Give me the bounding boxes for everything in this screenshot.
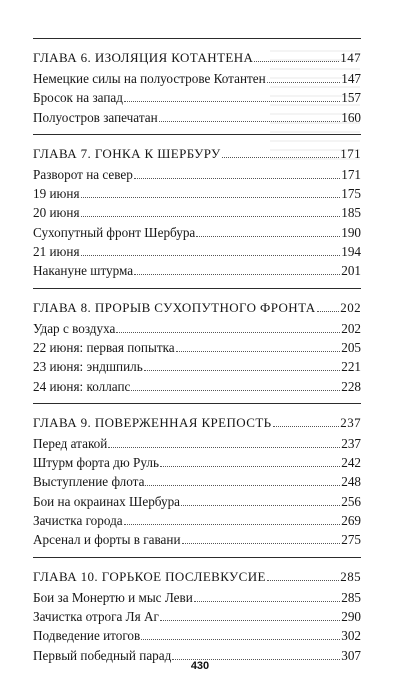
entry-page-number: 160 <box>341 109 361 125</box>
dot-leader <box>267 580 339 581</box>
entry-page-number: 242 <box>341 455 361 471</box>
dot-leader <box>317 311 340 312</box>
entry-title: Полуостров запечатан <box>33 109 158 125</box>
dot-leader <box>254 61 339 62</box>
entry-page-number: 285 <box>341 589 361 605</box>
chapter-page-number: 237 <box>340 414 361 430</box>
entry-title: Удар с воздуха <box>33 320 116 336</box>
entry-page-number: 302 <box>341 628 361 644</box>
toc-entry <box>33 453 361 472</box>
entry-title: Подведение итогов <box>33 628 141 644</box>
entry-title: Бои за Монертю и мыс Леви <box>33 589 193 605</box>
dot-leader <box>159 121 341 122</box>
dot-leader <box>116 332 340 333</box>
toc-entry <box>33 69 361 88</box>
toc-entry <box>33 338 361 357</box>
toc-entry <box>33 203 361 222</box>
entry-title: Первый победный парад <box>33 647 172 663</box>
table-of-contents <box>33 38 361 665</box>
entry-page-number: 175 <box>341 186 361 202</box>
dot-leader <box>176 351 341 352</box>
entry-page-number: 201 <box>341 263 361 279</box>
chapter-page-number: 285 <box>340 568 361 584</box>
toc-section-chapter-8 <box>33 288 361 396</box>
section-divider <box>33 557 361 558</box>
toc-entry <box>33 108 361 127</box>
dot-leader <box>222 157 340 158</box>
chapter-page-number: 147 <box>340 50 361 65</box>
chapter-heading <box>33 297 361 319</box>
dot-leader <box>194 601 340 602</box>
section-divider <box>33 134 361 135</box>
toc-entry <box>33 511 361 530</box>
toc-entry <box>33 165 361 184</box>
entry-title: 21 июня <box>33 244 80 260</box>
dot-leader <box>134 274 340 275</box>
toc-entry <box>33 88 361 107</box>
chapter-page-number: 171 <box>340 145 361 161</box>
entry-page-number: 221 <box>341 359 361 375</box>
entry-page-number: 275 <box>341 532 361 548</box>
entry-title: Арсенал и форты в гавани <box>33 532 181 548</box>
entry-title: Накануне штурма <box>33 263 134 279</box>
toc-entry <box>33 434 361 453</box>
entry-title: 24 июня: коллапс <box>33 378 131 394</box>
entry-page-number: 237 <box>341 435 361 451</box>
toc-entry <box>33 357 361 376</box>
dot-leader <box>196 236 340 237</box>
toc-entry <box>33 626 361 645</box>
entry-title: Штурм форта дю Руль <box>33 455 159 471</box>
entry-page-number: 307 <box>341 647 361 663</box>
entry-page-number: 171 <box>341 166 361 182</box>
entry-page-number: 157 <box>341 90 361 106</box>
toc-section-chapter-10 <box>33 557 361 665</box>
entry-title: 19 июня <box>33 186 80 202</box>
toc-entry <box>33 472 361 491</box>
entry-page-number: 202 <box>341 320 361 336</box>
chapter-title: ГЛАВА 6. ИЗОЛЯЦИЯ КОТАНТЕНА <box>33 50 254 65</box>
entry-title: 22 июня: первая попытка <box>33 339 175 355</box>
dot-leader <box>81 255 341 256</box>
dot-leader <box>144 370 340 371</box>
toc-entry <box>33 492 361 511</box>
section-divider <box>33 38 361 39</box>
entry-title: Разворот на север <box>33 166 133 182</box>
page-number: 430 <box>190 660 210 672</box>
toc-entry <box>33 242 361 261</box>
toc-section-chapter-7 <box>33 134 361 281</box>
dot-leader <box>267 82 341 83</box>
dot-leader <box>81 197 341 198</box>
dot-leader <box>160 466 340 467</box>
chapter-title: ГЛАВА 10. ГОРЬКОЕ ПОСЛЕВКУСИЕ <box>33 568 266 584</box>
dot-leader <box>141 639 340 640</box>
entry-title: Немецкие силы на полуострове Котантен <box>33 71 266 86</box>
entry-title: Выступление флота <box>33 474 145 490</box>
entry-page-number: 248 <box>341 474 361 490</box>
entry-page-number: 256 <box>341 493 361 509</box>
entry-page-number: 185 <box>341 205 361 221</box>
entry-page-number: 205 <box>341 339 361 355</box>
entry-title: Перед атакой <box>33 435 108 451</box>
entry-page-number: 147 <box>341 71 361 86</box>
toc-section-chapter-9 <box>33 403 361 550</box>
entry-title: Бои на окраинах Шербура <box>33 493 181 509</box>
chapter-heading <box>33 412 361 434</box>
entry-title: Сухопутный фронт Шербура <box>33 224 196 240</box>
toc-entry <box>33 223 361 242</box>
chapter-heading <box>33 143 361 165</box>
dot-leader <box>145 485 340 486</box>
chapter-title: ГЛАВА 9. ПОВЕРЖЕННАЯ КРЕПОСТЬ <box>33 414 272 430</box>
toc-entry <box>33 377 361 396</box>
entry-title: Зачистка отрога Ля Аг <box>33 608 159 624</box>
toc-entry <box>33 261 361 280</box>
entry-page-number: 190 <box>341 224 361 240</box>
dot-leader <box>182 543 341 544</box>
dot-leader <box>108 447 340 448</box>
dot-leader <box>124 524 341 525</box>
dot-leader <box>160 620 340 621</box>
toc-entry <box>33 530 361 549</box>
toc-entry <box>33 588 361 607</box>
entry-title: 20 июня <box>33 205 80 221</box>
dot-leader <box>134 178 340 179</box>
entry-page-number: 194 <box>341 244 361 260</box>
entry-title: Зачистка города <box>33 513 123 529</box>
entry-title: Бросок на запад <box>33 90 123 106</box>
toc-section-chapter-6 <box>33 38 361 127</box>
entry-page-number: 228 <box>341 378 361 394</box>
dot-leader <box>181 505 340 506</box>
section-divider <box>33 288 361 289</box>
entry-title: 23 июня: эндшпиль <box>33 359 143 375</box>
chapter-heading <box>33 47 361 69</box>
dot-leader <box>131 390 340 391</box>
toc-entry <box>33 607 361 626</box>
toc-entry <box>33 184 361 203</box>
entry-page-number: 269 <box>341 513 361 529</box>
chapter-title: ГЛАВА 8. ПРОРЫВ СУХОПУТНОГО ФРОНТА <box>33 299 316 315</box>
section-divider <box>33 403 361 404</box>
chapter-title: ГЛАВА 7. ГОНКА К ШЕРБУРУ <box>33 145 221 161</box>
dot-leader <box>81 216 341 217</box>
dot-leader <box>273 426 340 427</box>
chapter-heading <box>33 566 361 588</box>
toc-entry <box>33 319 361 338</box>
chapter-page-number: 202 <box>340 299 361 315</box>
entry-page-number: 290 <box>341 608 361 624</box>
dot-leader <box>124 101 340 102</box>
